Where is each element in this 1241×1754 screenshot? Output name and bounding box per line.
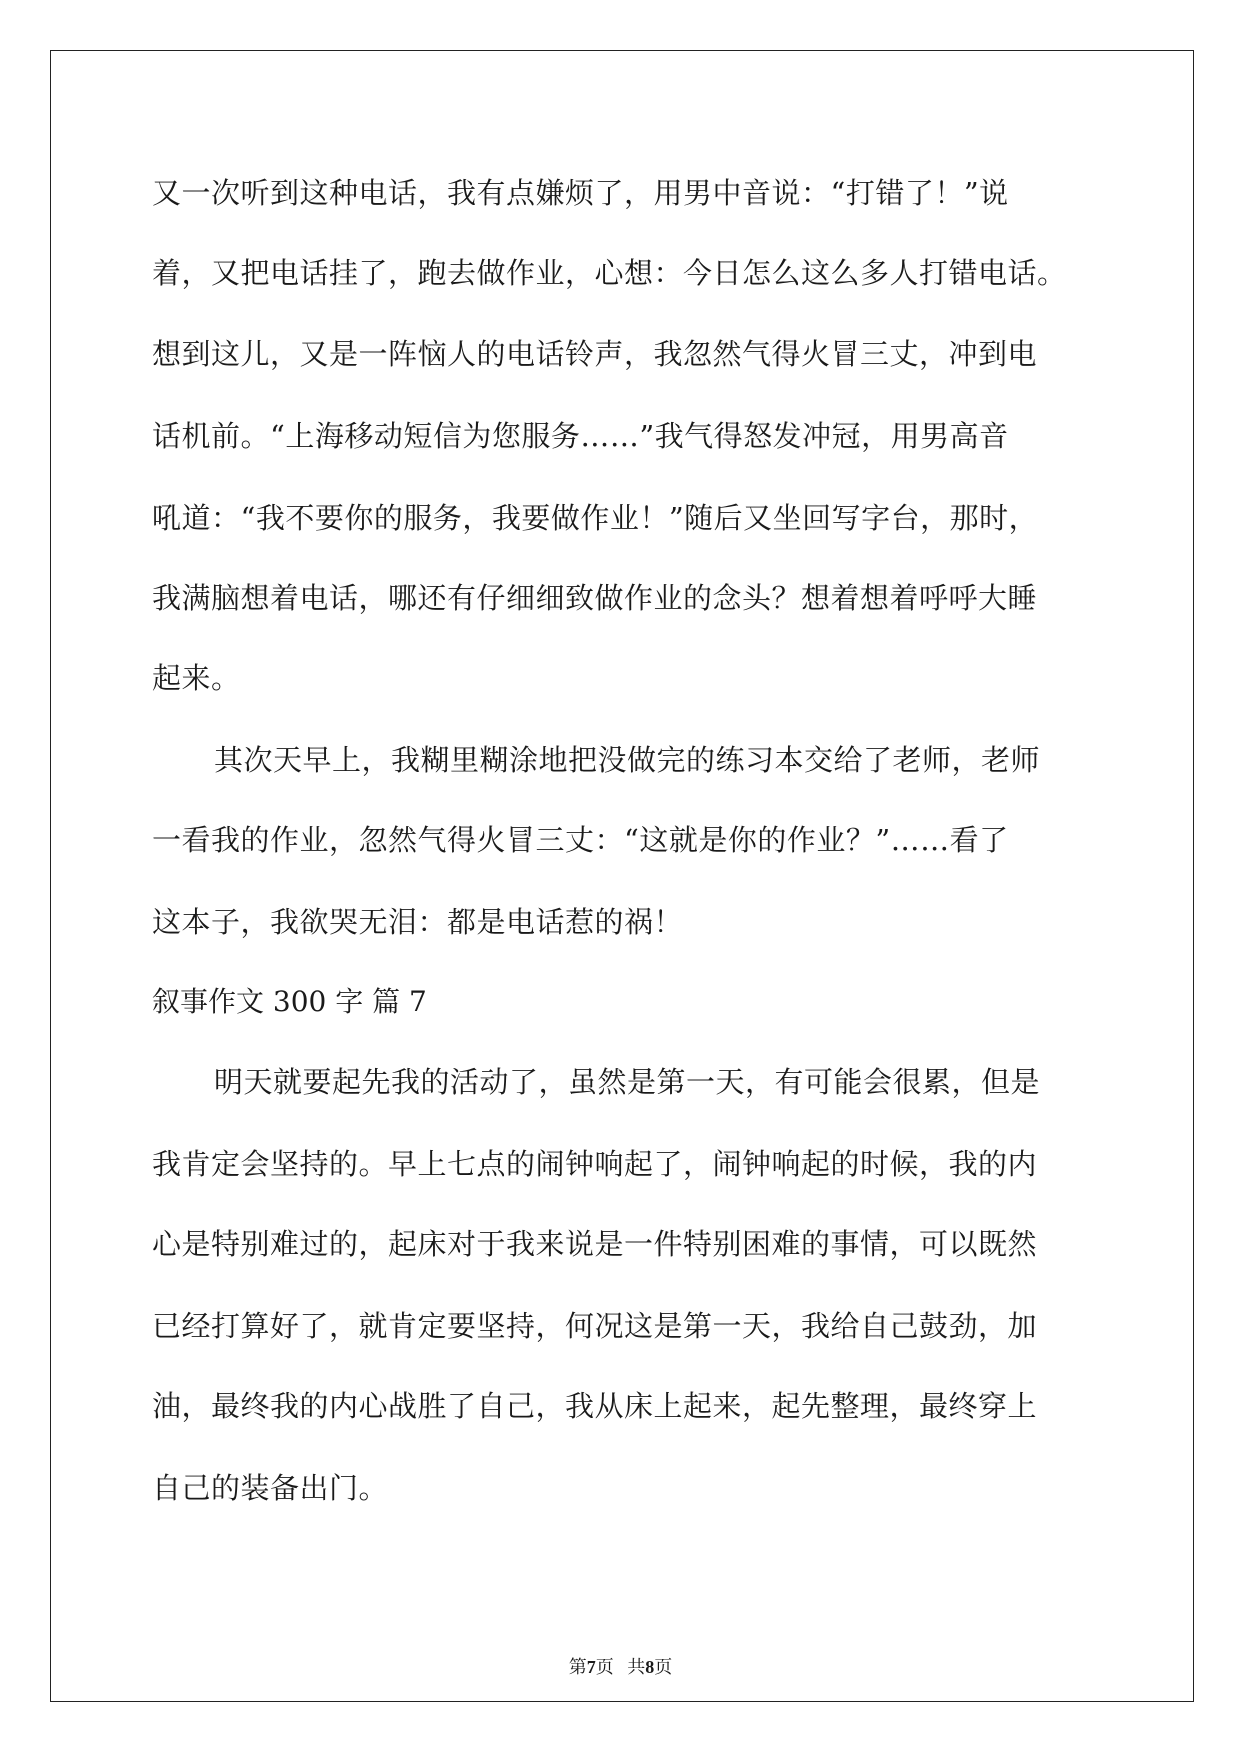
page-total: 8 <box>645 1657 655 1677</box>
paragraph-3-line: 心是特别难过的，起床对于我来说是一件特别困难的事情，可以既然 <box>152 1227 1038 1261</box>
paragraph-1-line: 起来。 <box>152 661 241 695</box>
paragraph-3-line: 我肯定会坚持的。早上七点的闹钟响起了，闹钟响起的时候，我的内 <box>152 1147 1038 1181</box>
paragraph-1-line: 话机前。“上海移动短信为您服务……”我气得怒发冲冠，用男高音 <box>152 419 1009 453</box>
paragraph-1-line: 吼道：“我不要你的服务，我要做作业！”随后又坐回写字台，那时， <box>152 501 1039 535</box>
paragraph-1-line: 又一次听到这种电话，我有点嫌烦了，用男中音说：“打错了！”说 <box>152 176 1009 210</box>
page-border <box>50 50 1194 1702</box>
paragraph-3-line: 自己的装备出门。 <box>152 1471 389 1505</box>
paragraph-2-line: 其次天早上，我糊里糊涂地把没做完的练习本交给了老师，老师 <box>214 743 1041 777</box>
paragraph-3-line: 明天就要起先我的活动了，虽然是第一天，有可能会很累，但是 <box>214 1065 1041 1099</box>
page-current: 7 <box>586 1657 596 1677</box>
paragraph-2-line: 这本子，我欲哭无泪：都是电话惹的祸！ <box>152 905 684 939</box>
page-footer <box>0 1656 1241 1678</box>
page-mid: 页 共 <box>595 1657 646 1677</box>
section-heading: 叙事作文 300 字 篇 7 <box>152 985 427 1018</box>
page-prefix: 第 <box>568 1657 587 1677</box>
paragraph-1-line: 想到这儿，又是一阵恼人的电话铃声，我忽然气得火冒三丈，冲到电 <box>152 337 1038 371</box>
paragraph-3-line: 已经打算好了，就肯定要坚持，何况这是第一天，我给自己鼓劲，加 <box>152 1309 1038 1343</box>
paragraph-1-line: 我满脑想着电话，哪还有仔细细致做作业的念头？想着想着呼呼大睡 <box>152 581 1038 615</box>
page-suffix: 页 <box>654 1657 673 1677</box>
paragraph-2-line: 一看我的作业，忽然气得火冒三丈：“这就是你的作业？”……看了 <box>152 823 1009 857</box>
paragraph-3-line: 油，最终我的内心战胜了自己，我从床上起来，起先整理，最终穿上 <box>152 1389 1038 1423</box>
paragraph-1-line: 着，又把电话挂了，跑去做作业，心想：今日怎么这么多人打错电话。 <box>152 256 1067 290</box>
